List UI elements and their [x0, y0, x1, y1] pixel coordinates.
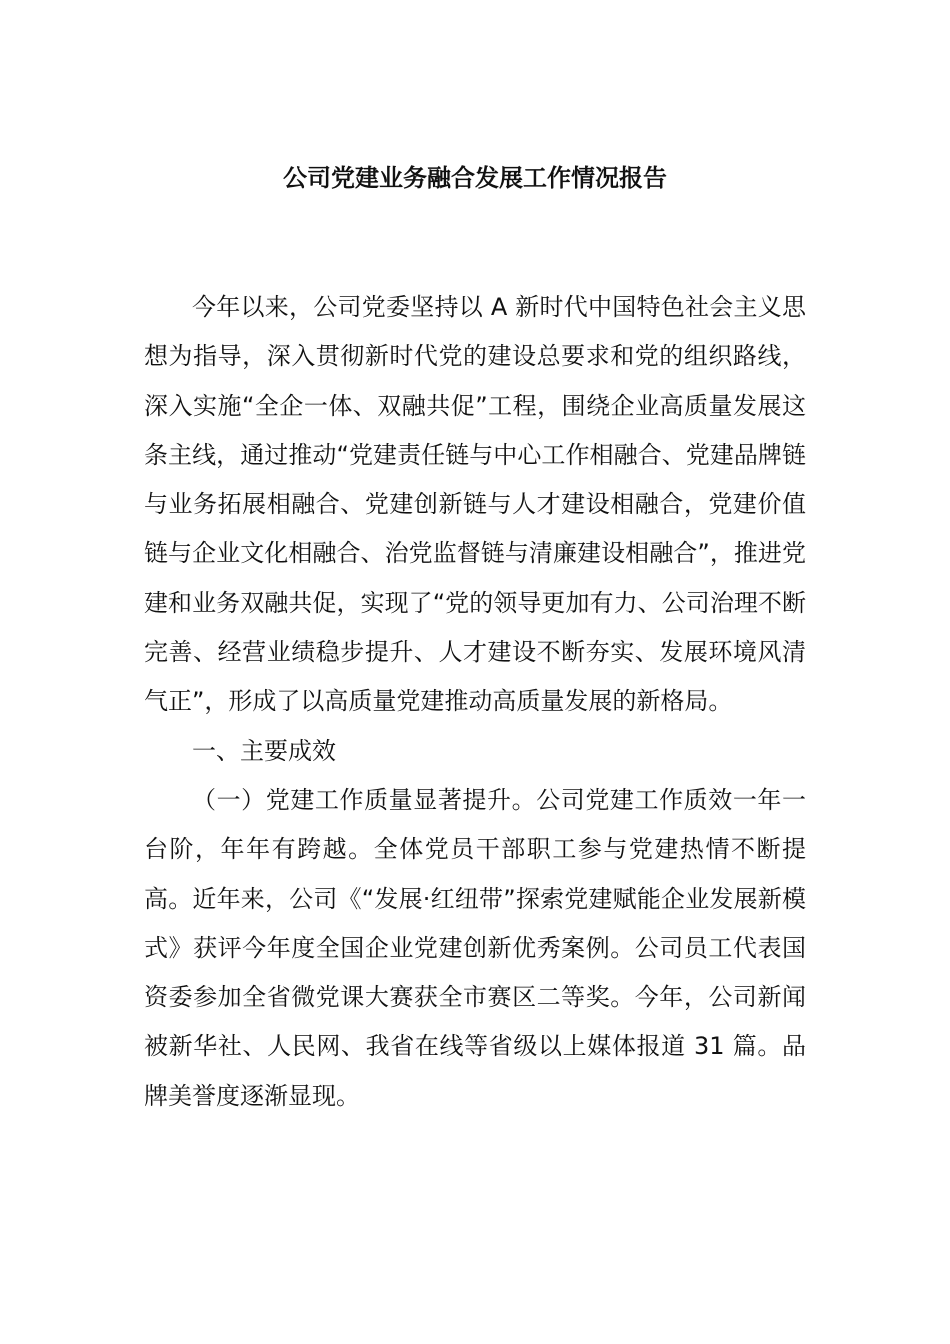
intro-paragraph: 今年以来，公司党委坚持以 A 新时代中国特色社会主义思想为指导，深入贯彻新时代党的建设总要求和党的组织路线，深入实施“全企一体、双融共促”工程，围绕企业高质量发展这条主线，通过推动“党建责任链与中心工作相融合、党建品牌链与业务拓展相融合、党建创新链与人才建设相融合，党建价值链与企业文化相融合、治党监督链与清廉建设相融合”，推进党建和业务双融共促，实现了“党的领导更加有力、公司治理不断完善、经营业绩稳步提升、人才建设不断夯实、发展环境风清气正”，形成了以高质量党建推动高质量发展的新格局。 [144, 293, 806, 716]
document-title: 公司党建业务融合发展工作情况报告 [283, 164, 667, 192]
section-heading: 一、主要成效 [192, 736, 336, 765]
document-body [144, 283, 806, 1121]
subsection-paragraph: （一）党建工作质量显著提升。公司党建工作质效一年一台阶，年年有跨越。全体党员干部职工参与党建热情不断提高。近年来，公司《“发展·红纽带”探索党建赋能企业发展新模式》获评今年度全国企业党建创新优秀案例。公司员工代表国资委参加全省微党课大赛获全市赛区二等奖。今年，公司新闻被新华社、人民网、我省在线等省级以上媒体报道 31 篇。品牌美誉度逐渐显现。 [144, 785, 806, 1110]
